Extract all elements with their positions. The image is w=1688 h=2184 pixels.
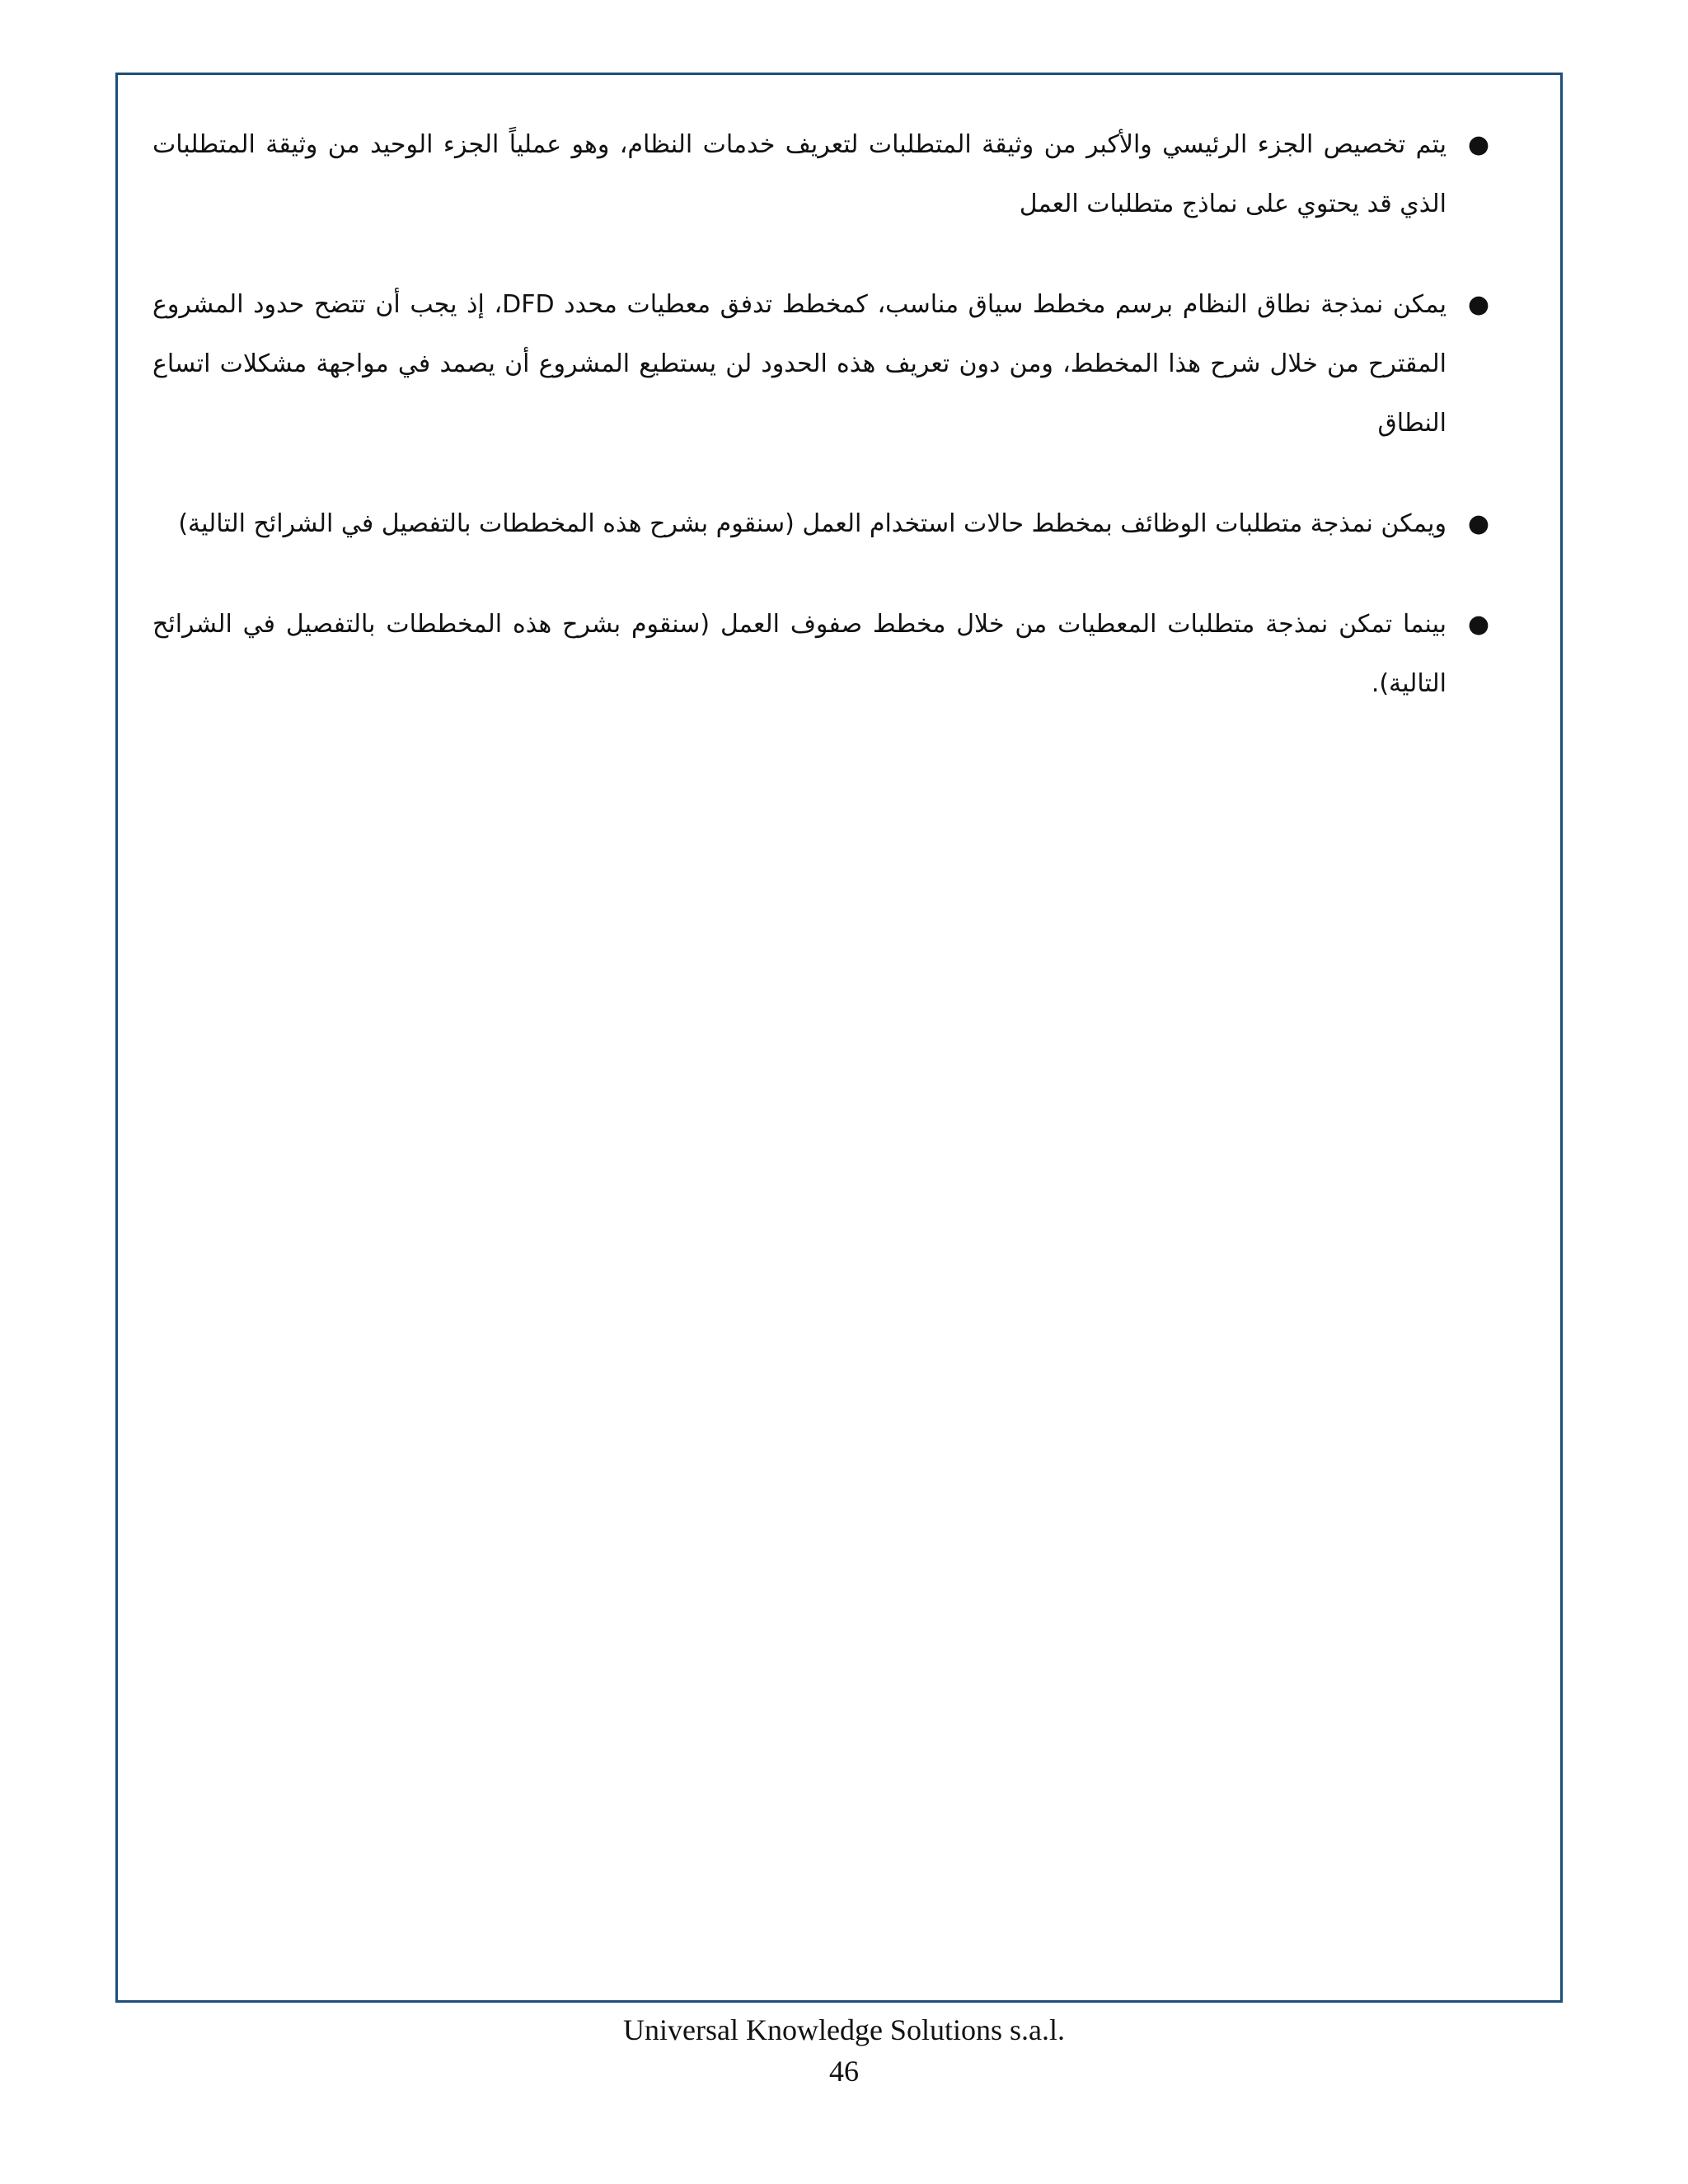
bullet-item-3 bbox=[152, 494, 1489, 554]
bullet-item-1 bbox=[152, 115, 1489, 234]
bullet-text: بينما تمكن نمذجة متطلبات المعطيات من خلال مخطط صفوف العمل (سنقوم بشرح هذه المخططات بالتفصيل في الشرائح التالية). bbox=[152, 610, 1447, 698]
bullet-dot-icon: ● bbox=[1467, 610, 1489, 639]
bullet-text: يتم تخصيص الجزء الرئيسي والأكبر من وثيقة المتطلبات لتعريف خدمات النظام، وهو عملياً الجزء الوحيد من وثيقة المتطلبات الذي قد يحتوي على نماذج متطلبات العمل bbox=[152, 130, 1447, 218]
bullet-item-4 bbox=[152, 595, 1489, 714]
bullet-dot-icon: ● bbox=[1467, 509, 1489, 538]
bullet-dot-icon: ● bbox=[1467, 290, 1489, 319]
page-footer bbox=[0, 2009, 1688, 2092]
bullet-dot-icon: ● bbox=[1467, 130, 1489, 159]
bullet-list bbox=[152, 115, 1489, 714]
footer-company-name: Universal Knowledge Solutions s.a.l. bbox=[623, 2013, 1065, 2046]
bullet-text: يمكن نمذجة نطاق النظام برسم مخطط سياق مناسب، كمخطط تدفق معطيات محدد DFD، إذ يجب أن تتضح حدود المشروع المقترح من خلال شرح هذا المخطط، ومن دون تعريف هذه الحدود لن يستطيع المشروع أن يصمد في مواجهة مشكلات اتساع النطاق bbox=[152, 290, 1447, 438]
bullet-text: ويمكن نمذجة متطلبات الوظائف بمخطط حالات استخدام العمل (سنقوم بشرح هذه المخططات بالتفصيل في الشرائح التالية) bbox=[178, 509, 1447, 538]
bullet-item-2 bbox=[152, 275, 1489, 453]
footer-page-number: 46 bbox=[829, 2055, 859, 2088]
content-area bbox=[152, 115, 1489, 755]
